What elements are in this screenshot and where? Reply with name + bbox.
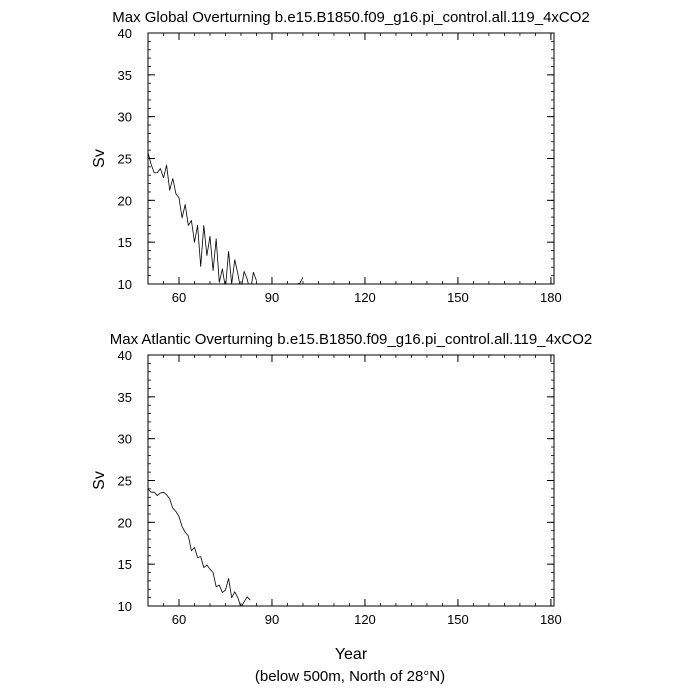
footnote: (below 500m, North of 28°N) — [254, 668, 446, 685]
x-tick-label: 60 — [171, 612, 187, 627]
series-group — [148, 153, 303, 293]
y-tick-label: 15 — [117, 557, 132, 573]
y-axis-label: Sv — [91, 149, 108, 168]
global-overturning-panel — [91, 9, 590, 305]
y-tick-label: 20 — [117, 515, 132, 531]
chart-title: Max Atlantic Overturning b.e15.B1850.f09_g16.pi_control.all.119_4xCO2 — [109, 331, 593, 348]
y-tick-label: 40 — [117, 348, 132, 363]
x-tick-label: 120 — [354, 612, 376, 627]
y-tick-label: 10 — [117, 599, 132, 614]
x-tick-label: 150 — [447, 290, 469, 305]
series-group — [148, 489, 250, 608]
x-tick-label: 90 — [264, 290, 280, 305]
x-tick-label: 180 — [540, 290, 562, 305]
x-tick-label: 60 — [171, 290, 187, 305]
x-axis-label: Year — [334, 646, 368, 663]
y-tick-label: 35 — [117, 389, 132, 405]
y-tick-label: 20 — [117, 193, 132, 209]
series-line — [297, 277, 303, 284]
y-tick-label: 25 — [117, 473, 132, 489]
x-tick-label: 120 — [354, 290, 376, 305]
y-axis-label: Sv — [91, 471, 108, 490]
x-tick-label: 150 — [447, 612, 469, 627]
x-tick-label: 90 — [264, 612, 280, 627]
series-line — [148, 153, 256, 293]
x-tick-label: 180 — [540, 612, 562, 627]
y-tick-label: 25 — [117, 151, 132, 167]
y-tick-label: 15 — [117, 235, 132, 251]
y-tick-label: 30 — [117, 431, 132, 447]
y-tick-label: 40 — [117, 26, 132, 41]
y-tick-label: 30 — [117, 109, 132, 125]
chart-title: Max Global Overturning b.e15.B1850.f09_g16.pi_control.all.119_4xCO2 — [112, 9, 590, 26]
y-tick-label: 35 — [117, 67, 132, 83]
y-tick-label: 10 — [117, 277, 132, 292]
series-line — [148, 489, 250, 608]
plot-frame — [148, 33, 554, 284]
atlantic-overturning-panel — [91, 331, 592, 663]
